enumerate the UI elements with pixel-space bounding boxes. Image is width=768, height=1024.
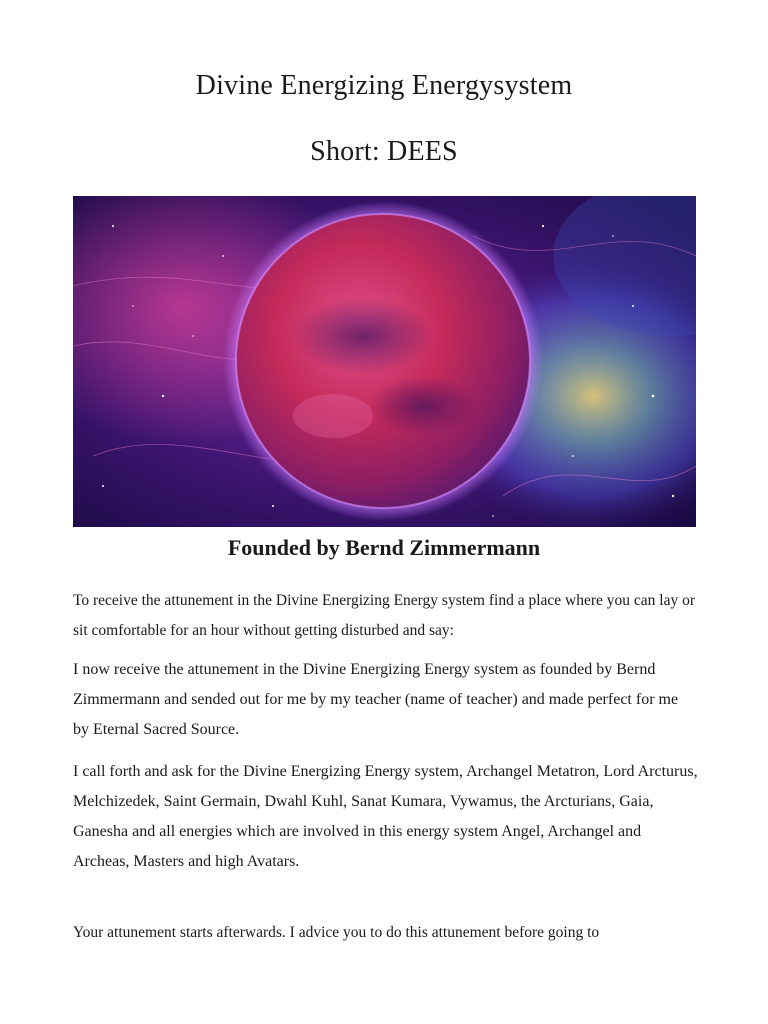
paragraph-4: Your attunement starts afterwards. I advice you to do this attunement before going to <box>73 924 600 941</box>
cosmic-planet-illustration <box>73 196 696 527</box>
paragraph-1: To receive the attunement in the Divine Energizing Energy system find a place where you can lay or sit comfortable for an hour without getting disturbed and say: <box>73 592 695 639</box>
cosmic-planet-image <box>73 196 696 527</box>
paragraph-2: I now receive the attunement in the Divine Energizing Energy system as founded by Bernd Zimmermann and sended out for me by my teacher (name of teacher) and made perfect for me by Eternal Sacred Source. <box>73 661 679 738</box>
document-title: Divine Energizing Energysystem <box>195 70 573 101</box>
founder-heading: Founded by Bernd Zimmermann <box>227 535 541 560</box>
document-subtitle: Short: DEES <box>310 136 458 167</box>
paragraph-3: I call forth and ask for the Divine Energizing Energy system, Archangel Metatron, Lord Arcturus, Melchizedek, Saint Germain, Dwahl Kuhl, Sanat Kumara, Vywamus, the Arcturians, Gaia, Ganesha and all energies which are involved in this energy system Angel, Archangel and Archeas, Masters and high Avatars. <box>73 763 698 870</box>
